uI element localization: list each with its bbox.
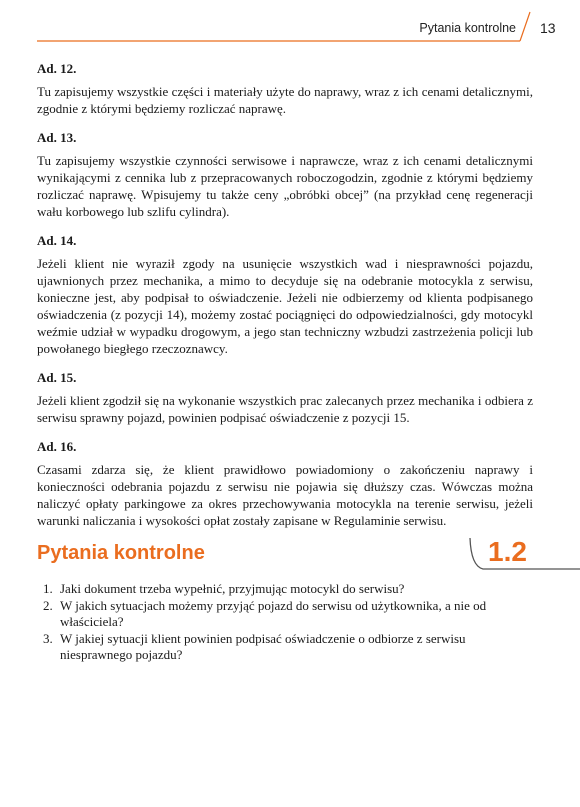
ad-section-12 [37, 60, 533, 117]
ad-heading: Ad. 13. [37, 130, 77, 145]
question-text: W jakiej sytuacji klient powinien podpisać oświadczenie o odbiorze z serwisu niesprawnego pojazdu? [60, 631, 466, 662]
ad-body: Jeżeli klient zgodził się na wykonanie wszystkich prac zalecanych przez mechanika i odbiera z serwisu sprawny pojazd, powinien podpisać oświadczenie z pozycji 15. [37, 393, 533, 425]
question-item [43, 631, 533, 663]
ad-section-14 [37, 232, 533, 357]
question-number: 3. [43, 631, 53, 646]
ad-body: Jeżeli klient nie wyraził zgody na usunięcie wszystkich wad i niesprawności pojazdu, ujawnionych przez mechanika, a mimo to decyduje się na odebranie motocykla z serwisu, konieczne jest, aby podpisał to oświadczenie. Jeżeli nie odbierzemy od klienta podpisanego oświadczenia (z pozycji 14), możemy zostać pociągnięci do odpowiedzialności, gdy motocykl weźmie udział w wypadku drogowym, a jego stan techniczny wzbudzi zastrzeżenia policji lub powołanego biegłego rzeczoznawcy. [37, 256, 533, 356]
question-text: W jakich sytuacjach możemy przyjąć pojazd do serwisu od użytkownika, a nie od właściciela? [60, 598, 487, 629]
ad-body: Czasami zdarza się, że klient prawidłowo powiadomiony o zakończeniu naprawy i konieczności odebrania pojazdu z serwisu nie pojawia się dłuższy czas. Wówczas można naliczyć opłaty parkingowe za okres przechowywania motocykla na terenie serwisu, jeżeli warunki naliczania i wysokości opłat zostały zapisane w Regulaminie serwisu. [37, 462, 533, 528]
ad-heading: Ad. 14. [37, 233, 77, 248]
ad-heading: Ad. 12. [37, 61, 77, 76]
page-header [0, 0, 580, 48]
ad-body: Tu zapisujemy wszystkie części i materiały użyte do naprawy, wraz z ich cenami detalicznymi, zgodnie z którymi będziemy rozliczać naprawę. [37, 84, 533, 116]
ad-section-16 [37, 438, 533, 529]
section-title: Pytania kontrolne [37, 542, 205, 564]
question-item [43, 581, 533, 597]
question-item [43, 598, 533, 630]
review-questions [43, 581, 533, 664]
ad-heading: Ad. 15. [37, 370, 77, 385]
main-content [37, 60, 533, 541]
review-section-header [0, 536, 580, 576]
question-number: 1. [43, 581, 53, 596]
ad-section-13 [37, 129, 533, 220]
running-header-title: Pytania kontrolne [419, 21, 516, 35]
section-number: 1.2 [488, 536, 527, 567]
question-number: 2. [43, 598, 53, 613]
question-text: Jaki dokument trzeba wypełnić, przyjmując motocykl do serwisu? [60, 581, 405, 596]
ad-heading: Ad. 16. [37, 439, 77, 454]
page-number: 13 [540, 20, 556, 36]
ad-body: Tu zapisujemy wszystkie czynności serwisowe i naprawcze, wraz z ich cenami detalicznymi wynikającymi z cennika lub z przepracowanych roboczogodzin, zgodnie z którymi będziemy rozliczać naprawę. Wpisujemy tu także ceny „obróbki obcej” (na przykład cenę regeneracji wału korbowego lub szlifu cylindra). [37, 153, 533, 219]
ad-section-15 [37, 369, 533, 426]
